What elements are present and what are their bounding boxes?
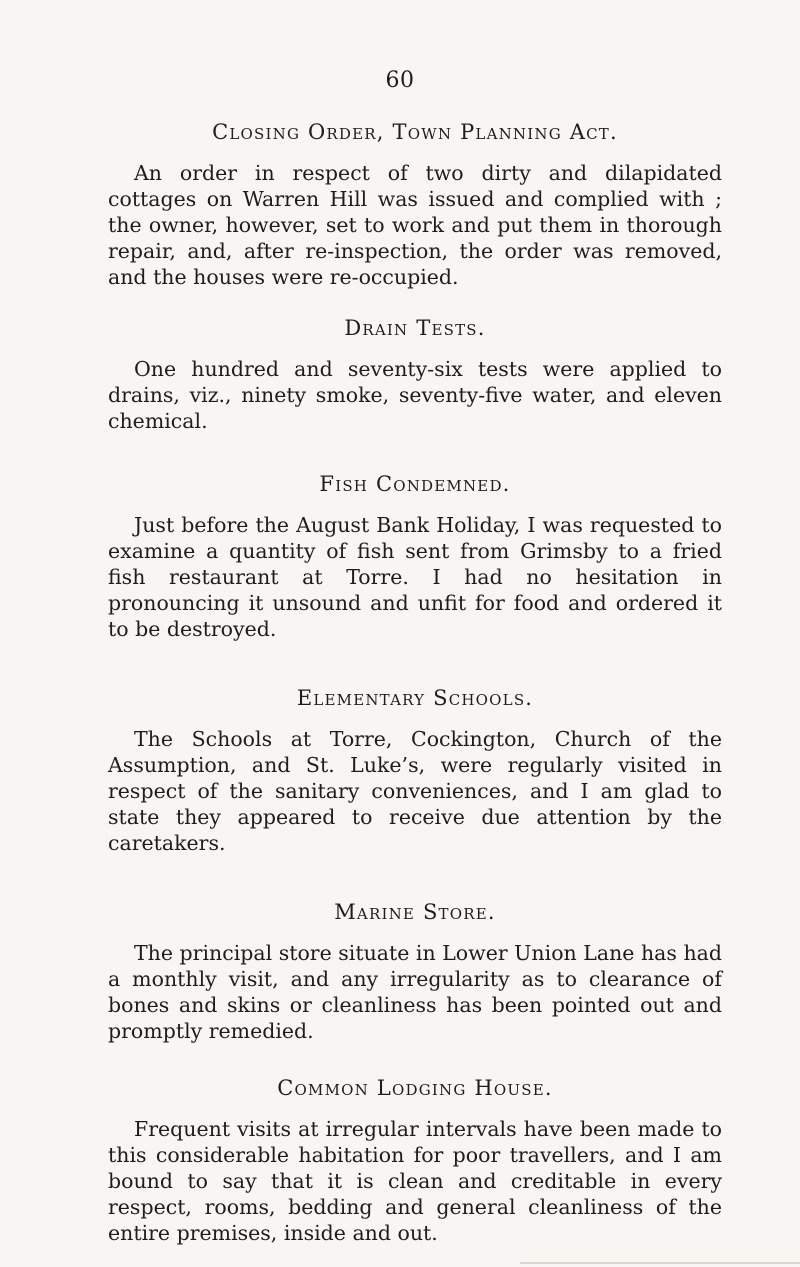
page-edge-divider — [520, 1262, 800, 1264]
section-paragraph: One hundred and seventy-six tests were applied to drains, viz., ninety smoke, seventy-five water, and eleven chemical. — [108, 357, 722, 433]
section-paragraph: Frequent visits at irregular intervals have been made to this considerable habitation for poor travellers, and I am bound to say that it is clean and creditable in every respect, rooms, bedding and general cleanliness of the entire premises, inside and out. — [108, 1117, 722, 1245]
section-heading: Marine Store. — [334, 900, 496, 924]
section-drain-tests — [108, 314, 722, 434]
section-marine-store — [108, 898, 722, 1044]
section-elementary-schools — [108, 684, 722, 856]
section-paragraph: An order in respect of two dirty and dilapidated cottages on Warren Hill was issued and complied with ; the owner, however, set to work and put them in thorough repair, and, after re-inspection, the order was removed, and the houses were re-occupied. — [108, 161, 722, 289]
section-heading: Elementary Schools. — [296, 686, 534, 710]
section-paragraph: The Schools at Torre, Cockington, Church of the Assumption, and St. Luke’s, were regularly visited in respect of the sanitary conveniences, and I am glad to state they appeared to receive due attention by the caretakers. — [108, 727, 722, 855]
section-fish-condemned — [108, 470, 722, 642]
page-number: 60 — [385, 68, 415, 93]
section-paragraph: The principal store situate in Lower Union Lane has had a monthly visit, and any irregularity as to clearance of bones and skins or cleanliness has been pointed out and promptly remedied. — [108, 941, 722, 1043]
section-heading: Fish Condemned. — [319, 472, 511, 496]
section-heading: Common Lodging House. — [277, 1076, 553, 1100]
section-heading: Closing Order, Town Planning Act. — [212, 120, 618, 144]
section-common-lodging-house — [108, 1074, 722, 1246]
section-closing-order — [108, 118, 722, 290]
page-body — [108, 100, 722, 1246]
section-paragraph: Just before the August Bank Holiday, I was requested to examine a quantity of fish sent from Grimsby to a fried fish restaurant at Torre. I had no hesitation in pronouncing it unsound and unfit for food and ordered it to be destroyed. — [108, 513, 722, 641]
section-heading: Drain Tests. — [344, 316, 486, 340]
